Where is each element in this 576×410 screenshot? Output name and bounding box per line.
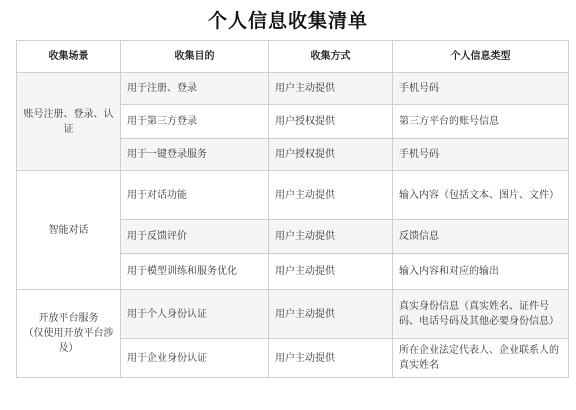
purpose-cell: 用于注册、登录 [121, 73, 269, 105]
method-cell: 用户主动提供 [269, 220, 393, 254]
info-type-cell: 手机号码 [393, 73, 569, 105]
purpose-cell: 用于一键登录服务 [121, 139, 269, 171]
method-cell: 用户主动提供 [269, 290, 393, 339]
table-row [17, 73, 569, 105]
info-type-cell: 真实身份信息（真实姓名、证件号码、电话号码及其他必要身份信息） [393, 290, 569, 339]
purpose-cell: 用于第三方登录 [121, 105, 269, 139]
method-cell: 用户授权提供 [269, 105, 393, 139]
method-cell: 用户主动提供 [269, 254, 393, 290]
header-purpose: 收集目的 [121, 41, 269, 73]
info-type-cell: 第三方平台的账号信息 [393, 105, 569, 139]
info-type-cell: 手机号码 [393, 139, 569, 171]
scene-label: 开放平台服务 [38, 313, 99, 324]
table-row [17, 290, 569, 339]
method-cell: 用户主动提供 [269, 171, 393, 220]
page-title: 个人信息收集清单 [207, 10, 368, 32]
method-cell: 用户主动提供 [269, 339, 393, 378]
table-row [17, 171, 569, 220]
scene-cell: 智能对话 [17, 171, 121, 290]
scene-cell: 账号注册、登录、认证 [17, 73, 121, 171]
purpose-cell: 用于模型训练和服务优化 [121, 254, 269, 290]
info-type-cell: 输入内容（包括文本、图片、文件） [393, 171, 569, 220]
method-cell: 用户授权提供 [269, 139, 393, 171]
info-type-cell: 输入内容和对应的输出 [393, 254, 569, 290]
table-header-row [17, 41, 569, 73]
purpose-cell: 用于反馈评价 [121, 220, 269, 254]
info-type-cell: 所在企业法定代表人、企业联系人的真实姓名 [393, 339, 569, 378]
header-info-type: 个人信息类型 [393, 41, 569, 73]
purpose-cell: 用于企业身份认证 [121, 339, 269, 378]
purpose-cell: 用于个人身份认证 [121, 290, 269, 339]
info-type-cell: 反馈信息 [393, 220, 569, 254]
scene-cell [17, 290, 121, 378]
header-method: 收集方式 [269, 41, 393, 73]
header-scene: 收集场景 [17, 41, 121, 73]
purpose-cell: 用于对话功能 [121, 171, 269, 220]
scene-note: （仅使用开放平台涉及） [23, 328, 114, 354]
info-collection-table [16, 40, 569, 378]
method-cell: 用户主动提供 [269, 73, 393, 105]
